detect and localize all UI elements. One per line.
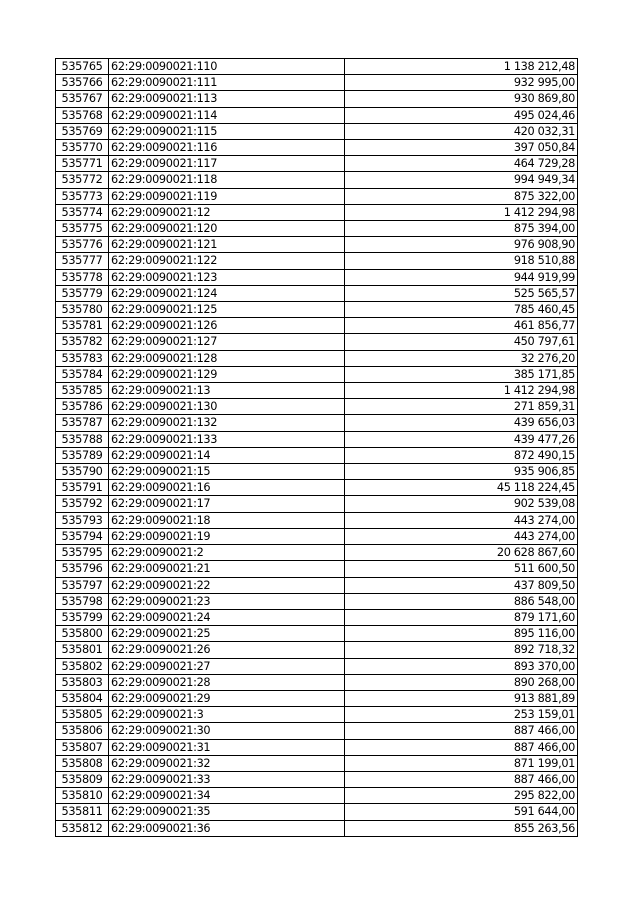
row-id-cell: 535787 [56, 415, 109, 431]
value-cell: 893 370,00 [345, 658, 578, 674]
row-id-cell: 535775 [56, 221, 109, 237]
table-row [56, 512, 578, 528]
cadastral-number-cell: 62:29:0090021:3 [109, 707, 345, 723]
row-id-cell: 535793 [56, 512, 109, 528]
value-cell: 932 995,00 [345, 75, 578, 91]
row-id-cell: 535805 [56, 707, 109, 723]
value-cell: 887 466,00 [345, 723, 578, 739]
row-id-cell: 535797 [56, 577, 109, 593]
table-row [56, 140, 578, 156]
cadastral-number-cell: 62:29:0090021:132 [109, 415, 345, 431]
table-row [56, 528, 578, 544]
table-row [56, 383, 578, 399]
row-id-cell: 535808 [56, 755, 109, 771]
table-row [56, 755, 578, 771]
row-id-cell: 535803 [56, 674, 109, 690]
value-cell: 913 881,89 [345, 690, 578, 706]
cadastral-number-cell: 62:29:0090021:17 [109, 496, 345, 512]
cadastral-number-cell: 62:29:0090021:13 [109, 383, 345, 399]
table-row [56, 771, 578, 787]
value-cell: 930 869,80 [345, 91, 578, 107]
table-row [56, 269, 578, 285]
row-id-cell: 535806 [56, 723, 109, 739]
table-row [56, 707, 578, 723]
row-id-cell: 535781 [56, 318, 109, 334]
cadastral-number-cell: 62:29:0090021:124 [109, 285, 345, 301]
row-id-cell: 535773 [56, 188, 109, 204]
value-cell: 872 490,15 [345, 447, 578, 463]
value-cell: 437 809,50 [345, 577, 578, 593]
table-row [56, 123, 578, 139]
table-row [56, 642, 578, 658]
value-cell: 439 477,26 [345, 431, 578, 447]
cadastral-value-table [55, 58, 578, 837]
table-row [56, 545, 578, 561]
table-row [56, 658, 578, 674]
value-cell: 295 822,00 [345, 788, 578, 804]
table-row [56, 415, 578, 431]
value-cell: 495 024,46 [345, 107, 578, 123]
row-id-cell: 535788 [56, 431, 109, 447]
row-id-cell: 535778 [56, 269, 109, 285]
cadastral-number-cell: 62:29:0090021:14 [109, 447, 345, 463]
cadastral-number-cell: 62:29:0090021:16 [109, 480, 345, 496]
value-cell: 45 118 224,45 [345, 480, 578, 496]
cadastral-number-cell: 62:29:0090021:115 [109, 123, 345, 139]
row-id-cell: 535766 [56, 75, 109, 91]
cadastral-number-cell: 62:29:0090021:27 [109, 658, 345, 674]
cadastral-number-cell: 62:29:0090021:12 [109, 204, 345, 220]
value-cell: 895 116,00 [345, 626, 578, 642]
cadastral-number-cell: 62:29:0090021:15 [109, 464, 345, 480]
value-cell: 385 171,85 [345, 366, 578, 382]
table-row [56, 788, 578, 804]
row-id-cell: 535796 [56, 561, 109, 577]
cadastral-number-cell: 62:29:0090021:121 [109, 237, 345, 253]
row-id-cell: 535811 [56, 804, 109, 820]
cadastral-number-cell: 62:29:0090021:126 [109, 318, 345, 334]
row-id-cell: 535794 [56, 528, 109, 544]
cadastral-number-cell: 62:29:0090021:29 [109, 690, 345, 706]
row-id-cell: 535799 [56, 609, 109, 625]
row-id-cell: 535789 [56, 447, 109, 463]
table-row [56, 739, 578, 755]
table-row [56, 91, 578, 107]
row-id-cell: 535769 [56, 123, 109, 139]
row-id-cell: 535770 [56, 140, 109, 156]
row-id-cell: 535809 [56, 771, 109, 787]
table-row [56, 285, 578, 301]
cadastral-number-cell: 62:29:0090021:125 [109, 302, 345, 318]
row-id-cell: 535772 [56, 172, 109, 188]
row-id-cell: 535802 [56, 658, 109, 674]
table-row [56, 561, 578, 577]
value-cell: 461 856,77 [345, 318, 578, 334]
row-id-cell: 535810 [56, 788, 109, 804]
table-row [56, 723, 578, 739]
cadastral-number-cell: 62:29:0090021:26 [109, 642, 345, 658]
value-cell: 271 859,31 [345, 399, 578, 415]
cadastral-number-cell: 62:29:0090021:33 [109, 771, 345, 787]
value-cell: 918 510,88 [345, 253, 578, 269]
row-id-cell: 535807 [56, 739, 109, 755]
cadastral-number-cell: 62:29:0090021:24 [109, 609, 345, 625]
value-cell: 887 466,00 [345, 739, 578, 755]
row-id-cell: 535765 [56, 59, 109, 75]
value-cell: 1 412 294,98 [345, 204, 578, 220]
cadastral-number-cell: 62:29:0090021:123 [109, 269, 345, 285]
row-id-cell: 535804 [56, 690, 109, 706]
value-cell: 875 394,00 [345, 221, 578, 237]
row-id-cell: 535798 [56, 593, 109, 609]
table-row [56, 609, 578, 625]
cadastral-number-cell: 62:29:0090021:111 [109, 75, 345, 91]
cadastral-number-cell: 62:29:0090021:30 [109, 723, 345, 739]
row-id-cell: 535779 [56, 285, 109, 301]
table-row [56, 172, 578, 188]
table-row [56, 204, 578, 220]
cadastral-number-cell: 62:29:0090021:35 [109, 804, 345, 820]
value-cell: 439 656,03 [345, 415, 578, 431]
row-id-cell: 535786 [56, 399, 109, 415]
row-id-cell: 535785 [56, 383, 109, 399]
table-row [56, 156, 578, 172]
cadastral-number-cell: 62:29:0090021:34 [109, 788, 345, 804]
cadastral-number-cell: 62:29:0090021:133 [109, 431, 345, 447]
cadastral-number-cell: 62:29:0090021:32 [109, 755, 345, 771]
row-id-cell: 535795 [56, 545, 109, 561]
cadastral-number-cell: 62:29:0090021:18 [109, 512, 345, 528]
value-cell: 450 797,61 [345, 334, 578, 350]
cadastral-number-cell: 62:29:0090021:117 [109, 156, 345, 172]
value-cell: 464 729,28 [345, 156, 578, 172]
row-id-cell: 535791 [56, 480, 109, 496]
table-row [56, 253, 578, 269]
table-row [56, 431, 578, 447]
cadastral-number-cell: 62:29:0090021:118 [109, 172, 345, 188]
value-cell: 785 460,45 [345, 302, 578, 318]
row-id-cell: 535800 [56, 626, 109, 642]
table-row [56, 577, 578, 593]
cadastral-number-cell: 62:29:0090021:22 [109, 577, 345, 593]
cadastral-number-cell: 62:29:0090021:119 [109, 188, 345, 204]
row-id-cell: 535792 [56, 496, 109, 512]
table-row [56, 447, 578, 463]
value-cell: 511 600,50 [345, 561, 578, 577]
table-row [56, 59, 578, 75]
table-row [56, 690, 578, 706]
value-cell: 253 159,01 [345, 707, 578, 723]
table-row [56, 237, 578, 253]
row-id-cell: 535768 [56, 107, 109, 123]
value-cell: 525 565,57 [345, 285, 578, 301]
row-id-cell: 535767 [56, 91, 109, 107]
table-row [56, 480, 578, 496]
cadastral-number-cell: 62:29:0090021:113 [109, 91, 345, 107]
value-cell: 994 949,34 [345, 172, 578, 188]
cadastral-number-cell: 62:29:0090021:2 [109, 545, 345, 561]
value-cell: 420 032,31 [345, 123, 578, 139]
row-id-cell: 535776 [56, 237, 109, 253]
value-cell: 902 539,08 [345, 496, 578, 512]
value-cell: 886 548,00 [345, 593, 578, 609]
cadastral-number-cell: 62:29:0090021:130 [109, 399, 345, 415]
table-row [56, 804, 578, 820]
value-cell: 871 199,01 [345, 755, 578, 771]
table-row [56, 221, 578, 237]
value-cell: 935 906,85 [345, 464, 578, 480]
row-id-cell: 535812 [56, 820, 109, 836]
table-row [56, 399, 578, 415]
cadastral-number-cell: 62:29:0090021:122 [109, 253, 345, 269]
cadastral-number-cell: 62:29:0090021:129 [109, 366, 345, 382]
cadastral-number-cell: 62:29:0090021:21 [109, 561, 345, 577]
cadastral-number-cell: 62:29:0090021:114 [109, 107, 345, 123]
table-row [56, 593, 578, 609]
table-row [56, 366, 578, 382]
cadastral-number-cell: 62:29:0090021:28 [109, 674, 345, 690]
cadastral-number-cell: 62:29:0090021:116 [109, 140, 345, 156]
value-cell: 879 171,60 [345, 609, 578, 625]
row-id-cell: 535777 [56, 253, 109, 269]
row-id-cell: 535784 [56, 366, 109, 382]
table-row [56, 107, 578, 123]
table-row [56, 334, 578, 350]
table-row [56, 188, 578, 204]
row-id-cell: 535783 [56, 350, 109, 366]
table-row [56, 674, 578, 690]
cadastral-number-cell: 62:29:0090021:25 [109, 626, 345, 642]
table-row [56, 75, 578, 91]
cadastral-number-cell: 62:29:0090021:23 [109, 593, 345, 609]
cadastral-number-cell: 62:29:0090021:31 [109, 739, 345, 755]
value-cell: 892 718,32 [345, 642, 578, 658]
value-cell: 443 274,00 [345, 512, 578, 528]
value-cell: 443 274,00 [345, 528, 578, 544]
value-cell: 887 466,00 [345, 771, 578, 787]
value-cell: 855 263,56 [345, 820, 578, 836]
row-id-cell: 535774 [56, 204, 109, 220]
cadastral-number-cell: 62:29:0090021:36 [109, 820, 345, 836]
table-row [56, 496, 578, 512]
value-cell: 397 050,84 [345, 140, 578, 156]
value-cell: 32 276,20 [345, 350, 578, 366]
row-id-cell: 535801 [56, 642, 109, 658]
value-cell: 890 268,00 [345, 674, 578, 690]
value-cell: 1 138 212,48 [345, 59, 578, 75]
table-row [56, 302, 578, 318]
table-row [56, 350, 578, 366]
cadastral-number-cell: 62:29:0090021:128 [109, 350, 345, 366]
value-cell: 875 322,00 [345, 188, 578, 204]
row-id-cell: 535790 [56, 464, 109, 480]
value-cell: 1 412 294,98 [345, 383, 578, 399]
table-row [56, 464, 578, 480]
table-row [56, 820, 578, 836]
cadastral-number-cell: 62:29:0090021:127 [109, 334, 345, 350]
value-cell: 591 644,00 [345, 804, 578, 820]
row-id-cell: 535780 [56, 302, 109, 318]
cadastral-number-cell: 62:29:0090021:120 [109, 221, 345, 237]
table-row [56, 318, 578, 334]
cadastral-number-cell: 62:29:0090021:110 [109, 59, 345, 75]
cadastral-number-cell: 62:29:0090021:19 [109, 528, 345, 544]
value-cell: 976 908,90 [345, 237, 578, 253]
value-cell: 20 628 867,60 [345, 545, 578, 561]
row-id-cell: 535771 [56, 156, 109, 172]
table-row [56, 626, 578, 642]
table-body [56, 59, 578, 837]
value-cell: 944 919,99 [345, 269, 578, 285]
row-id-cell: 535782 [56, 334, 109, 350]
